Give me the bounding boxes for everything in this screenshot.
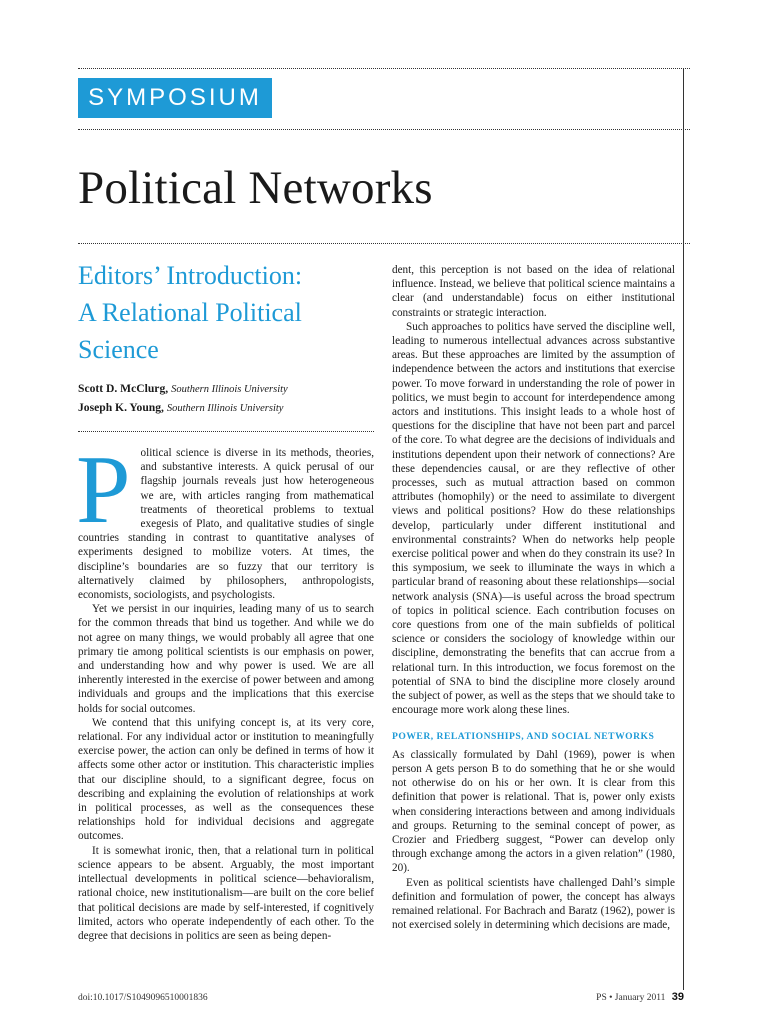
top-dotted-rule: [78, 68, 690, 69]
body-paragraph: dent, this perception is not based on the idea of relational influence. Instead, we believe that political science maintains a clear (and understandable) focus on either institutional constraints or strategic interaction.: [392, 264, 675, 319]
body-paragraph: As classically formulated by Dahl (1969), power is when person A gets person B to do something that he or she would not otherwise do on his or her own. It is clear from this definition that power is relational. That is, power only exists when considering interactions between and among individuals and groups. Returning to the seminal concept of power, as Crozier and Friedberg suggest, “Power can develop only through exchange among the actors in a given relation” (1980, 20).: [392, 748, 675, 875]
article-title-line: A Relational Political: [78, 298, 302, 327]
section-heading: POWER, RELATIONSHIPS, AND SOCIAL NETWORKS: [392, 730, 655, 742]
author-name: Joseph K. Young,: [78, 401, 164, 414]
body-paragraph: [76, 436, 374, 602]
label-dotted-rule: [78, 129, 690, 130]
author-list: [78, 380, 378, 418]
body-paragraph: It is somewhat ironic, then, that a relational turn in political science appears to be absent. Arguably, the most important intellectual developments in political science—behavioralism, rational choice, new institutionalism—are built on the core belief that political decisions are made by self-interested, if cognitively limited, actors who operate independently of each other. To the degree that decisions in politics are seen as being depen-: [78, 844, 374, 942]
body-column-right: [392, 263, 675, 932]
section-label: SYMPOSIUM: [78, 78, 272, 118]
body-paragraph: Even as political scientists have challenged Dahl’s simple definition and formulation of power, the concept has always remained relational. For Bachrach and Baratz (1962), power is not exercised solely in determining which decisions are made,: [392, 876, 675, 932]
drop-cap: P: [76, 436, 131, 544]
paragraph-text: olitical science is diverse in its methods, theories, and substantive interests. A quick perusal of our flagship journals reveals just how heterogeneous we are, with articles ranging from mathematical treatments of theoretical problems to textual exegesis of Plato, and qualitative studies of single countries standing in contrast to quantitative analyses of experiments designed to mobilize voters. At times, the discipline’s boundaries are so fuzzy that our territory is alternatively claimed by philosophers, anthropologists, economists, sociologists, and psychologists.: [78, 447, 374, 602]
body-column-left: [76, 436, 374, 943]
body-paragraph: We contend that this unifying concept is, at its very core, relational. For any individual actor or institution to meaningfully exercise power, the action can only be defined in terms of how it affects some other actor or institution. This characteristic implies that our discipline should, to a significant degree, focus on describing and explaining the evolution of relationships at work in political processes, as well as the consequences these relationships hold for individual decisions and aggregate outcomes.: [78, 716, 374, 843]
author-affiliation: Southern Illinois University: [171, 384, 288, 395]
journal-issue: PS • January 2011: [596, 993, 666, 1003]
body-paragraph: Such approaches to politics have served the discipline well, leading to numerous intellectual advances across substantive areas. But these approaches are limited by the assumption of independence between the actors and institutions that exercise power. To move forward in understanding the role of power in politics, we must begin to account for interdependence among actors and institutions. This insight leads to a whole host of questions for the discipline that have not been part and parcel of the core. To what degree are the decisions of individuals and institutions dependent upon their network of connections? Are these dependencies causal, or are they reflective of other processes, such as mutual attraction based on common attributes (homophily) or the need to assimilate to divergent views and political positions? How do these relationships develop, particularly under different institutional and environmental constraints? When do networks help people exercise political power and when do they constrain its use? In this symposium, we seek to illuminate the ways in which a particular brand of reasoning about these relationships—social network analysis (SNA)—is useful across the broad spectrum of topics in political science. Each contribution focuses on core questions from one of the main subfields of political science or considers the sociology of knowledge within our discipline, demonstrating the benefits that can accrue from a relational turn. In this introduction, we focus foremost on the potential of SNA to bind the discipline more closely around the subject of power, as well as the steps that we should take to encourage more work along these lines.: [392, 320, 675, 717]
body-paragraph: Yet we persist in our inquiries, leading many of us to search for the common threads that bind us together. And while we do not agree on many things, we would probably all agree that one primary tie among political scientists is our emphasis on power, and understanding how and why power is used. We are all inherently interested in the exercise of power between and among individuals and groups and the implications that this exercise holds for social outcomes.: [78, 603, 374, 715]
page-title: Political Networks: [78, 162, 433, 214]
title-dotted-rule: [78, 243, 690, 244]
page-number: 39: [671, 991, 684, 1003]
author-affiliation: Southern Illinois University: [166, 403, 284, 414]
author-entry: [78, 399, 378, 418]
article-title-line: Editors’ Introduction:: [78, 261, 303, 290]
page-edge-rule: [683, 68, 684, 990]
authors-dotted-rule: [78, 431, 374, 432]
article-title-line: Science: [78, 335, 159, 364]
article-title: [78, 257, 368, 368]
journal-footer: [596, 991, 684, 1003]
author-name: Scott D. McClurg,: [78, 382, 169, 395]
doi-footer: doi:10.1017/S1049096510001836: [78, 993, 208, 1003]
author-entry: [78, 380, 378, 399]
